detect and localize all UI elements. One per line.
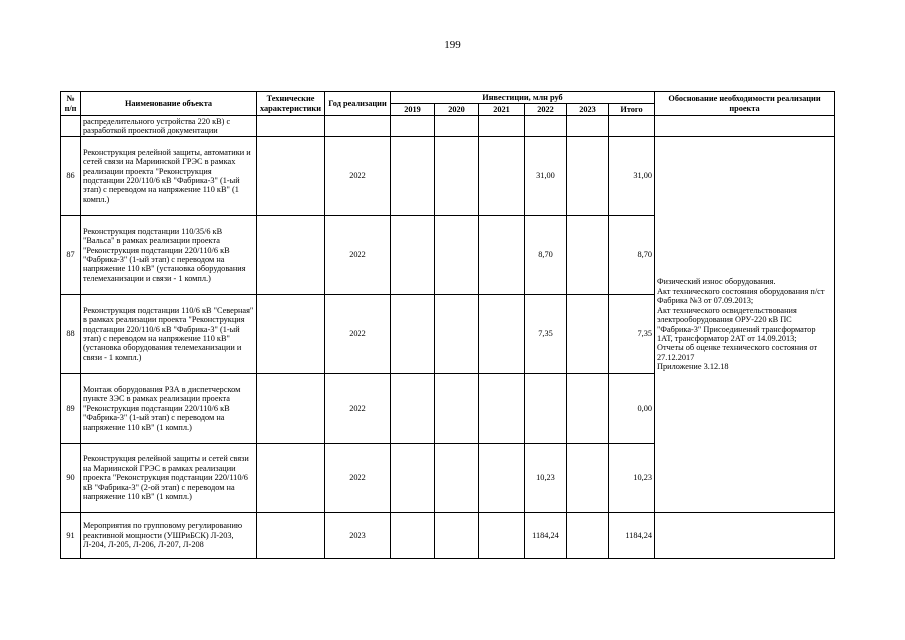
cell-2023 <box>567 137 609 216</box>
cell-2022: 10,23 <box>525 444 567 513</box>
cell-justification <box>655 137 835 513</box>
cell-2020 <box>435 513 479 559</box>
justification-line: Акт технического освидетельствования электрооборудования ОРУ-220 кВ ПС "Фабрика-3" Присоединений трансформатор 1АТ, трансформатор 2АТ от 14.09.2013; <box>657 305 816 343</box>
justification-line: Акт технического состояния оборудования п/ст Фабрика №3 от 07.09.2013; <box>657 286 825 306</box>
cell-name: Реконструкция релейной защиты, автоматики и сетей связи на Мариинской ГРЭС в рамках реализации проекта "Реконструкция подстанции 220/110/6 кВ "Фабрика-3" (1-ый этап) с переводом на напряжение 110 кВ" (1 компл.) <box>81 137 257 216</box>
cell-2020 <box>435 374 479 444</box>
cell-2021 <box>479 216 525 295</box>
cell-name: Монтаж оборудования РЗА в диспетчерском пункте ЗЭС в рамках реализации проекта "Реконструкция подстанции 220/110/6 кВ "Фабрика-3" (1-ый этап) с переводом на напряжение 110 кВ" (1 компл.) <box>81 374 257 444</box>
cell-total: 31,00 <box>609 137 655 216</box>
cell-2021 <box>479 513 525 559</box>
cell-num: 89 <box>61 374 81 444</box>
cell-tech <box>257 216 325 295</box>
cell-2019 <box>391 137 435 216</box>
cell-tech <box>257 295 325 374</box>
cell-year: 2023 <box>325 513 391 559</box>
cell-justification-empty <box>655 513 835 559</box>
cell-2019 <box>391 513 435 559</box>
cell-year <box>325 116 391 137</box>
header-name: Наименование объекта <box>81 92 257 116</box>
cell-2019 <box>391 295 435 374</box>
cell-2022: 31,00 <box>525 137 567 216</box>
header-num-line2: п/п <box>64 103 77 113</box>
cell-name: Реконструкция подстанции 110/35/6 кВ "Вальса" в рамках реализации проекта "Реконструкция подстанции 220/110/6 кВ "Фабрика-3" (1-ый этап) с переводом на напряжение 110 кВ" (установка оборудования телемеханизации и связи - 1 компл.) <box>81 216 257 295</box>
cell-2022: 1184,24 <box>525 513 567 559</box>
cell-2021 <box>479 374 525 444</box>
cell-2023 <box>567 374 609 444</box>
cell-tech <box>257 444 325 513</box>
cell-year: 2022 <box>325 216 391 295</box>
cell-name: распределительного устройства 220 кВ) с разработкой проектной документации <box>81 116 257 137</box>
cell-total: 8,70 <box>609 216 655 295</box>
cell-2023 <box>567 295 609 374</box>
cell-name: Реконструкция подстанции 110/6 кВ "Северная" в рамках реализации проекта "Реконструкция подстанции 220/110/6 кВ "Фабрика-3" (1-ый этап) с переводом на напряжение 110 кВ" (установка оборудования телемеханизации и связи - 1 компл.) <box>81 295 257 374</box>
cell-name: Реконструкция релейной защиты и сетей связи на Мариинской ГРЭС в рамках реализации проекта "Реконструкция подстанции 220/110/6 кВ "Фабрика-3" (2-ой этап) с переводом на напряжение 110 кВ" (1 компл.) <box>81 444 257 513</box>
cell-num: 91 <box>61 513 81 559</box>
cell-tech <box>257 513 325 559</box>
header-year-2020: 2020 <box>435 104 479 116</box>
justification-line: Приложение 3.12.18 <box>657 362 729 372</box>
cell-2023 <box>567 116 609 137</box>
cell-2020 <box>435 116 479 137</box>
cell-num: 90 <box>61 444 81 513</box>
cell-2022 <box>525 116 567 137</box>
cell-tech <box>257 116 325 137</box>
justification-line: Отчеты об оценке технического состояния от 27.12.2017 <box>657 343 818 362</box>
table-row <box>61 137 835 216</box>
cell-total <box>609 116 655 137</box>
cell-name: Мероприятия по групповому регулированию реактивной мощности (УШРиБСК) Л-203, Л-204, Л-205, Л-206, Л-207, Л-208 <box>81 513 257 559</box>
cell-tech <box>257 374 325 444</box>
cell-2022: 8,70 <box>525 216 567 295</box>
header-row-top <box>61 92 835 104</box>
cell-2019 <box>391 216 435 295</box>
cell-year: 2022 <box>325 374 391 444</box>
cell-2021 <box>479 116 525 137</box>
table-row-continuation <box>61 116 835 137</box>
cell-2020 <box>435 444 479 513</box>
cell-2022: 7,35 <box>525 295 567 374</box>
investment-table <box>60 91 835 559</box>
justification-line: Физический износ оборудования. <box>657 277 776 287</box>
cell-2021 <box>479 137 525 216</box>
header-year-2019: 2019 <box>391 104 435 116</box>
cell-2020 <box>435 295 479 374</box>
header-num <box>61 92 81 116</box>
cell-2019 <box>391 116 435 137</box>
header-year: Год реализации <box>325 92 391 116</box>
header-total: Итого <box>609 104 655 116</box>
cell-2021 <box>479 444 525 513</box>
header-year-2022: 2022 <box>525 104 567 116</box>
table-row <box>61 513 835 559</box>
cell-total: 1184,24 <box>609 513 655 559</box>
cell-num <box>61 116 81 137</box>
cell-2019 <box>391 444 435 513</box>
header-year-2023: 2023 <box>567 104 609 116</box>
cell-num: 86 <box>61 137 81 216</box>
cell-2021 <box>479 295 525 374</box>
cell-2022 <box>525 374 567 444</box>
header-invest: Инвестиции, млн руб <box>391 92 655 104</box>
header-justification: Обоснование необходимости реализации проекта <box>655 92 835 116</box>
cell-year: 2022 <box>325 295 391 374</box>
cell-2019 <box>391 374 435 444</box>
header-tech: Технические характеристики <box>257 92 325 116</box>
cell-total: 0,00 <box>609 374 655 444</box>
cell-tech <box>257 137 325 216</box>
header-year-2021: 2021 <box>479 104 525 116</box>
cell-2023 <box>567 513 609 559</box>
cell-2020 <box>435 216 479 295</box>
cell-total: 10,23 <box>609 444 655 513</box>
cell-year: 2022 <box>325 444 391 513</box>
cell-total: 7,35 <box>609 295 655 374</box>
header-num-line1: № <box>66 94 75 104</box>
cell-year: 2022 <box>325 137 391 216</box>
page-number: 199 <box>444 39 461 51</box>
cell-2020 <box>435 137 479 216</box>
cell-2023 <box>567 444 609 513</box>
cell-justification-top <box>655 116 835 137</box>
cell-num: 88 <box>61 295 81 374</box>
cell-2023 <box>567 216 609 295</box>
cell-num: 87 <box>61 216 81 295</box>
